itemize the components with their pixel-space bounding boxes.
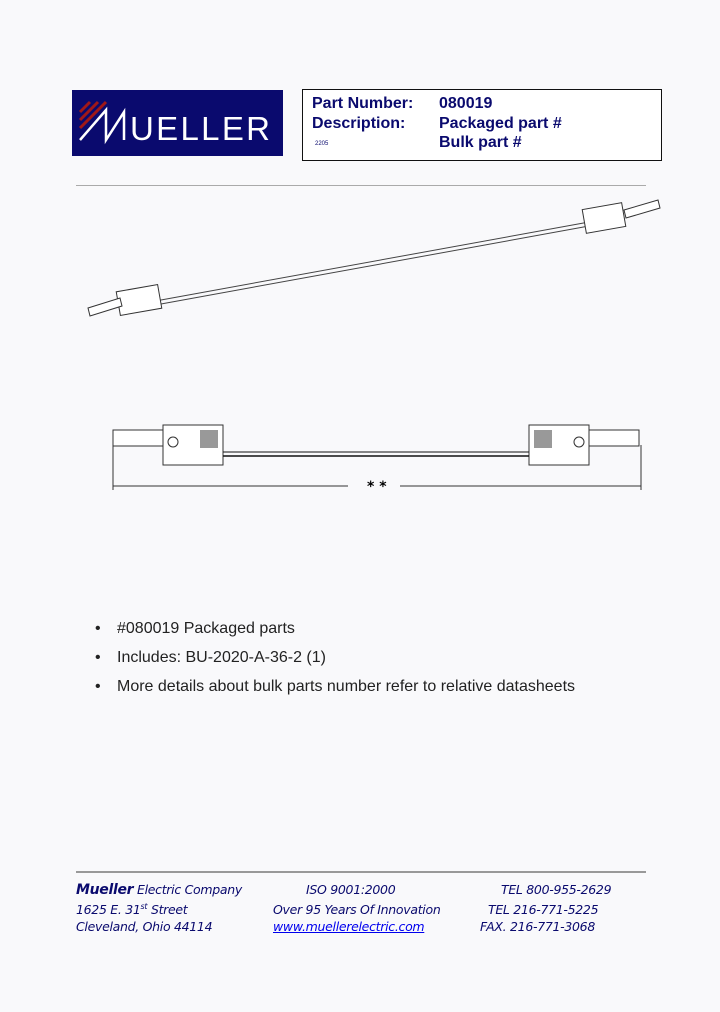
part-info-box [302, 89, 662, 161]
part-number-label: Part Number: [312, 95, 414, 112]
website-link[interactable]: www.muellerelectric.com [273, 919, 425, 934]
iso-text: ISO 9001:2000 [306, 882, 396, 897]
list-item: • More details about bulk parts number refer to relative datasheets [95, 678, 575, 707]
company-bold: Mueller [76, 882, 134, 898]
dimension-label: * * [367, 479, 387, 495]
list-item: • Includes: BU-2020-A-36-2 (1) [95, 649, 575, 678]
footer-divider [76, 871, 646, 873]
description-label: Description: [312, 115, 406, 132]
cable-drawing [0, 190, 720, 510]
code-text: 2205 [315, 141, 329, 147]
svg-text:UELLER: UELLER [130, 110, 270, 147]
mueller-logo [72, 90, 283, 156]
company-name [76, 882, 242, 898]
tagline: Over 95 Years Of Innovation [273, 902, 441, 917]
company-rest: Electric Company [133, 882, 242, 897]
fax: FAX. 216-771-3068 [480, 919, 595, 934]
list-item-text: Includes: BU-2020-A-36-2 (1) [117, 649, 326, 666]
description-packaged: Packaged part # [439, 115, 562, 132]
list-item-text: More details about bulk parts number refer to relative datasheets [117, 678, 576, 695]
address-line-1 [76, 902, 187, 917]
bullet-list [95, 620, 575, 707]
description-bulk: Bulk part # [439, 134, 522, 151]
tel-2: TEL 216-771-5225 [488, 902, 599, 917]
list-item-text: #080019 Packaged parts [117, 620, 295, 637]
header-divider [76, 185, 646, 186]
list-item: • #080019 Packaged parts [95, 620, 575, 649]
tel-1: TEL 800-955-2629 [501, 882, 612, 897]
address-street-suffix: Street [147, 902, 188, 918]
part-number-value: 080019 [439, 95, 493, 112]
address-street: 1625 E. 31 [76, 902, 141, 918]
address-line-2: Cleveland, Ohio 44114 [76, 919, 213, 934]
address-sup: st [140, 902, 148, 911]
